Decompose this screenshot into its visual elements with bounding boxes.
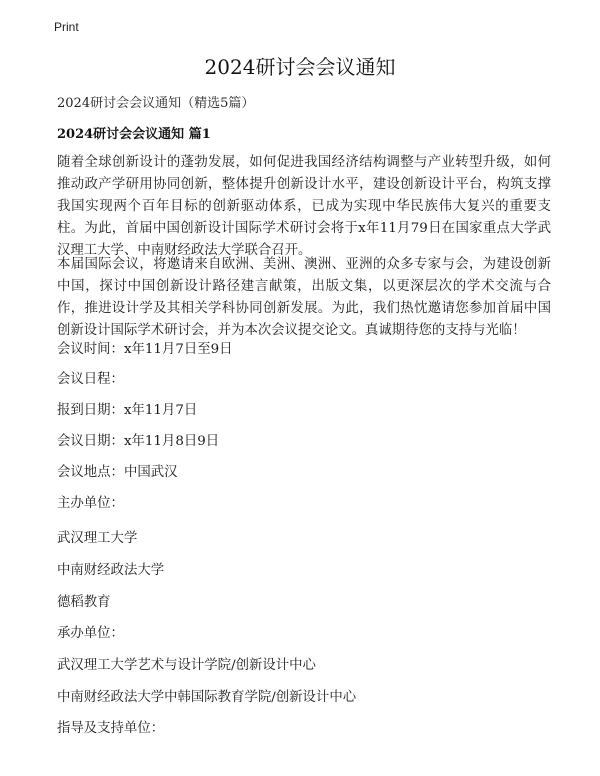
supporter-label: 指导及支持单位：: [57, 721, 165, 736]
meeting-time: 会议时间：x年11月7日至9日: [57, 342, 233, 357]
meeting-schedule-label: 会议日程：: [57, 372, 124, 387]
print-link[interactable]: Print: [54, 20, 79, 34]
paragraph-invitation: 本届国际会议，将邀请来自欧洲、美洲、澳洲、亚洲的众多专家与会，为建设创新中国，探讨中国创新设计路径建言献策，出版文集，以更深层次的学术交流与合作，推进设计学及其相关学科协同创新发展。为此，我们热忱邀请您参加首届中国创新设计国际学术研讨会，并为本次会议提交论文。真诚期待您的支持与光临！: [57, 257, 551, 338]
organizer-item: 中南财经政法大学: [57, 563, 165, 578]
co-organizer-item: 中南财经政法大学中韩国际教育学院/创新设计中心: [57, 690, 357, 705]
document-subtitle: 2024研讨会会议通知（精选5篇）: [57, 96, 255, 111]
co-organizer-label: 承办单位：: [57, 626, 124, 641]
meeting-dates: 会议日期：x年11月8日9日: [57, 434, 220, 449]
organizer-label: 主办单位：: [57, 496, 124, 511]
meeting-location: 会议地点：中国武汉: [57, 465, 178, 480]
registration-date: 报到日期：x年11月7日: [57, 403, 198, 418]
organizer-item: 德稻教育: [57, 595, 111, 610]
co-organizer-item: 武汉理工大学艺术与设计学院/创新设计中心: [57, 658, 316, 673]
paragraph-intro: 随着全球创新设计的蓬勃发展，如何促进我国经济结构调整与产业转型升级，如何推动政产学研用协同创新，整体提升创新设计水平，建设创新设计平台，构筑支撑我国实现两个百年目标的创新驱动体系，已成为实现中华民族伟大复兴的重要支柱。为此，首届中国创新设计国际学术研讨会将于x年11月79日在国家重点大学武汉理工大学、中南财经政法大学联合召开。: [57, 155, 551, 258]
section-heading: 2024研讨会会议通知 篇1: [57, 127, 211, 142]
organizer-item: 武汉理工大学: [57, 531, 138, 546]
page-title: 2024研讨会会议通知: [204, 55, 396, 79]
